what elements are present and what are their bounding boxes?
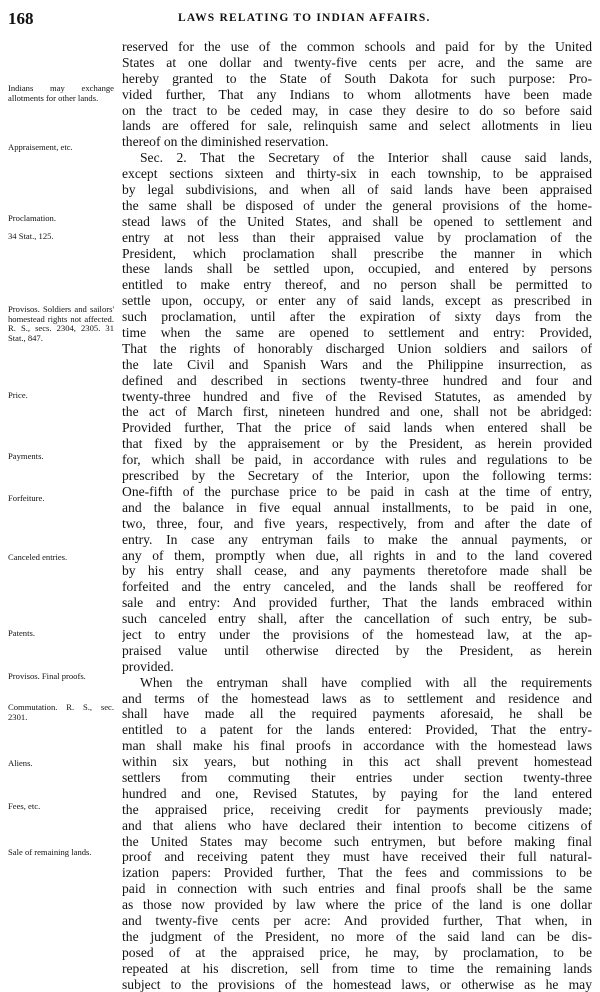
body-line: man shall make his final proofs in accordance with the homestead laws — [122, 738, 592, 754]
margin-note-indians-exchange: Indians may exchange allotments for other lands. — [8, 83, 114, 103]
body-line: sale and entry: And provided further, That the lands embraced within — [122, 595, 592, 611]
body-line: and that aliens who have declared their intention to become citizens of — [122, 817, 592, 833]
body-line: by legal subdivisions, and when all of said lands have been appraised — [122, 182, 592, 198]
body-line: prescribed by the Secretary of the Interior, upon the following terms: — [122, 468, 592, 484]
body-line: hundred and one, Revised Statutes, by paying for the land entered — [122, 785, 592, 801]
body-line: entry. In case any entryman fails to make the annual payments, or — [122, 531, 592, 547]
margin-note-appraisement: Appraisement, etc. — [8, 142, 73, 152]
body-line: repeated at his discretion, sell from time to time the remaining lands — [122, 960, 592, 976]
body-line: and twenty-five cents per acre: And provided further, That when, in — [122, 912, 592, 928]
body-line: lands are offered for sale, relinquish same and select allotments in lieu — [122, 118, 592, 134]
body-line: That the rights of honorably discharged Union soldiers and sailors of — [122, 340, 592, 356]
body-line: and terms of the homestead laws as to settlement and residence and — [122, 690, 592, 706]
body-line: One-fifth of the purchase price to be paid in cash at the time of entry, — [122, 483, 592, 499]
body-line: the United States may become such entrymen, but before making final — [122, 833, 592, 849]
body-line: these lands shall be settled upon, occupied, and entered by persons — [122, 261, 592, 277]
body-line: settlers from commuting their entries under section twenty-three — [122, 769, 592, 785]
body-line: the appraised price, receiving credit for payments previously made; — [122, 801, 592, 817]
body-line: When the entryman shall have complied with all the requirements — [140, 674, 592, 690]
margin-note-price: Price. — [8, 390, 28, 400]
margin-note-provisos-final: Provisos. Final proofs. — [8, 671, 86, 681]
body-line: Sec. 2. That the Secretary of the Interior shall cause said lands, — [140, 150, 592, 166]
body-line: entry at not less than their appraised value by proclamation of the — [122, 229, 592, 245]
body-line: settle upon, occupy, or enter any of said lands, except as prescribed in — [122, 293, 592, 309]
body-line: ject to entry under the provisions of the homestead law, at the ap- — [122, 626, 592, 642]
margin-note-stat-ref: 34 Stat., 125. — [8, 231, 54, 241]
body-line: any of them, promptly when due, all rights in and to the land covered — [122, 547, 592, 563]
body-line: as those now provided by law where the price of the land is one dollar — [122, 897, 592, 913]
page-number: 168 — [8, 9, 34, 28]
body-line: the late Civil and Spanish Wars and the Philippine insurrection, as — [122, 356, 592, 372]
body-line: provided. — [122, 658, 174, 674]
body-line: entitled to make entry thereof, and no person shall be permitted to — [122, 277, 592, 293]
body-line: Provided further, That the price of said lands when entered shall be — [122, 420, 592, 436]
margin-note-proclamation: Proclamation. — [8, 213, 56, 223]
body-line: paid in connection with such entries and final proofs shall be the same — [122, 881, 592, 897]
body-line: such proclamation, until after the expiration of sixty days from the — [122, 309, 592, 325]
margin-note-commutation: Commutation. R. S., sec. 2301. — [8, 702, 114, 722]
body-line: the act of March first, nineteen hundred and one, shall not be abridged: — [122, 404, 592, 420]
body-line: reserved for the use of the common schools and paid for by the United — [122, 39, 592, 54]
body-line: within six years, but nothing in this act shall prevent homestead — [122, 754, 592, 770]
body-line: on the tract to be ceded may, in case they desire to do so before said — [122, 102, 592, 118]
body-line: two, three, four, and five years, respectively, from and after the date of — [122, 515, 592, 531]
body-line: praised value until otherwise directed by the President, as herein — [122, 642, 592, 658]
body-line: posed of at the appraised price, he may, by proclamation, to be — [122, 944, 592, 960]
body-line: subject to the provisions of the homestead laws, or otherwise as he may — [122, 976, 592, 992]
running-title: LAWS RELATING TO INDIAN AFFAIRS. — [178, 12, 431, 24]
margin-note-aliens: Aliens. — [8, 758, 33, 768]
body-line: twenty-three hundred and five of the Revised Statutes, as amended by — [122, 388, 592, 404]
body-line: proof and receiving patent they must have received their full natural- — [122, 849, 592, 865]
body-line: and the balance in five equal annual installments, to be paid in one, — [122, 499, 592, 515]
body-line: except sections sixteen and thirty-six in each township, to be appraised — [122, 166, 592, 182]
body-text — [122, 39, 592, 992]
margin-note-canceled-entries: Canceled entries. — [8, 552, 68, 562]
margin-note-fees: Fees, etc. — [8, 801, 41, 811]
body-line: vided further, That any Indians to whom allotments have been made — [122, 86, 592, 102]
margin-note-sale-remaining: Sale of remaining lands. — [8, 847, 92, 857]
body-line: the judgment of the President, no more of the said land can be dis- — [122, 928, 592, 944]
body-line: shall have made all the required payments aforesaid, he shall be — [122, 706, 592, 722]
body-line: by his entry shall cease, and any payments theretofore made shall be — [122, 563, 592, 579]
body-line: stead laws of the United States, and shall be opened to settlement and — [122, 213, 592, 229]
body-line: thereof on the diminished reservation. — [122, 134, 329, 150]
body-line: time when the same are opened to settlement and entry: Provided, — [122, 325, 592, 341]
body-line: defined and described in sections twenty-three hundred and four and — [122, 372, 592, 388]
body-line: entitled to a patent for the lands entered: Provided, That the entry- — [122, 722, 592, 738]
body-line: hereby granted to the State of South Dakota for such purpose: Pro- — [122, 70, 592, 86]
body-line: the same shall be disposed of under the general provisions of the home- — [122, 197, 592, 213]
body-line: ization papers: Provided further, That the fees and commissions to be — [122, 865, 592, 881]
body-line: for, which shall be paid, in accordance with rules and regulations to be — [122, 452, 592, 468]
page-header — [8, 9, 592, 29]
margin-note-provisos-soldiers: Provisos. Soldiers and sailors' homestead rights not affected. R. S., secs. 2304, 2305. 31 Stat., 847. — [8, 304, 114, 343]
margin-note-forfeiture: Forfeiture. — [8, 493, 45, 503]
margin-note-patents: Patents. — [8, 628, 35, 638]
body-line: such canceled entry shall, after the cancellation of such entry, be sub- — [122, 611, 592, 627]
body-line: President, which proclamation shall prescribe the manner in which — [122, 245, 592, 261]
body-line: States at one dollar and twenty-five cents per acre, and the same are — [122, 54, 592, 70]
margin-note-payments: Payments. — [8, 451, 44, 461]
body-line: forfeited and the entry canceled, and the lands shall be reoffered for — [122, 579, 592, 595]
body-line: that fixed by the appraisement or by the President, as herein provided — [122, 436, 592, 452]
